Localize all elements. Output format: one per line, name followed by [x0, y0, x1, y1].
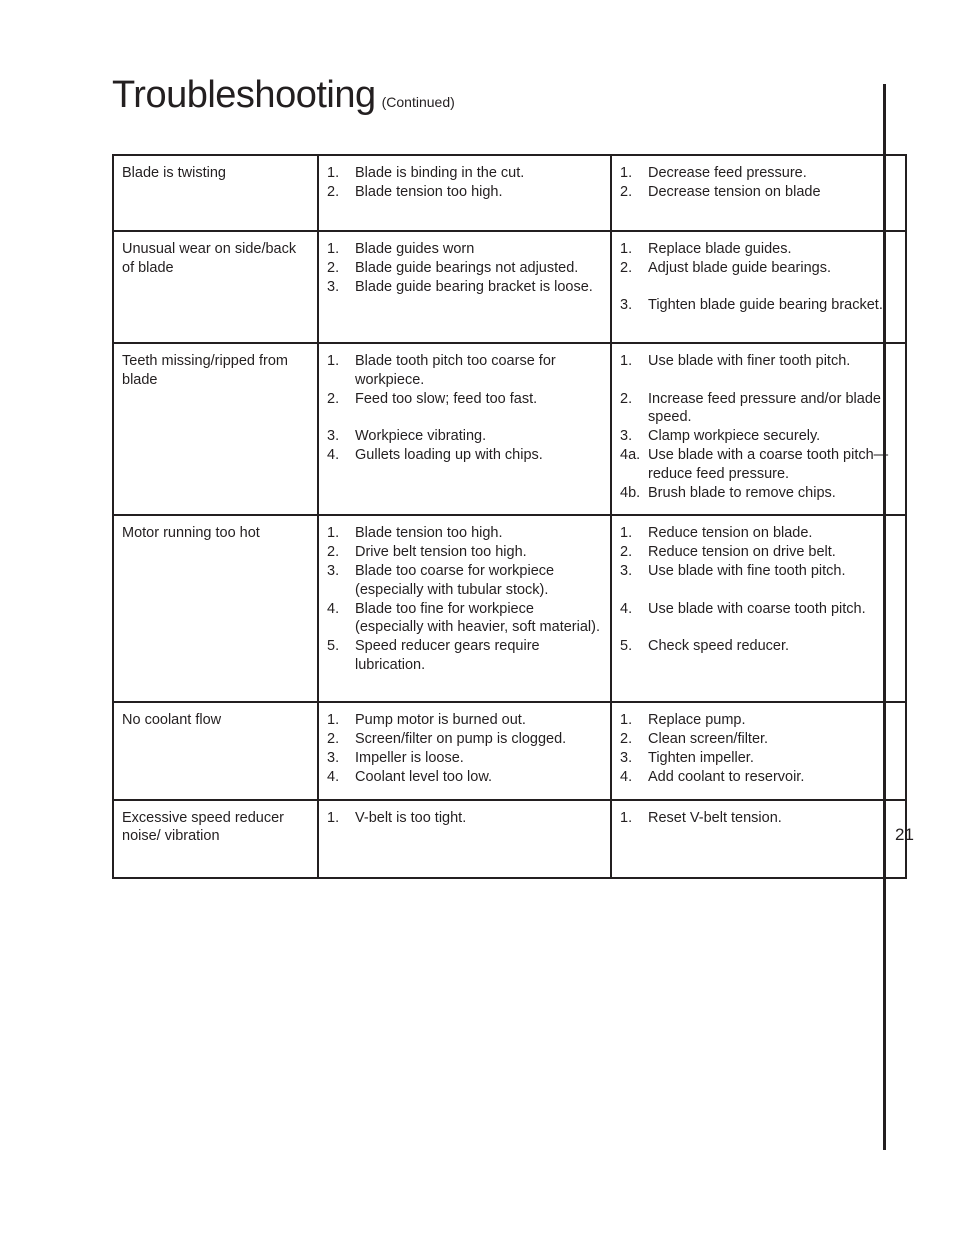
cause-cell	[318, 515, 611, 702]
item-number: 2.	[327, 259, 340, 276]
item-number: 4.	[620, 768, 633, 785]
cause-item	[327, 240, 602, 259]
cause-item	[327, 730, 602, 749]
item-text: Coolant level too low.	[355, 768, 493, 785]
troubleshooting-table	[112, 154, 907, 879]
remedy-item	[620, 600, 897, 619]
remedy-item	[620, 164, 897, 183]
page-number: 21	[895, 825, 914, 844]
remedy-item	[620, 484, 897, 503]
item-text: Reduce tension on blade.	[648, 525, 813, 542]
item-number: 2.	[620, 390, 633, 407]
item-text: Brush blade to remove chips.	[648, 484, 836, 501]
item-text: Clamp workpiece securely.	[648, 428, 821, 445]
item-text: Tighten blade guide bearing bracket.	[648, 297, 883, 314]
remedy-item	[620, 543, 897, 562]
cause-item	[327, 809, 602, 828]
item-text: Blade guides worn	[355, 241, 475, 257]
item-text: Blade too coarse for workpiece (especially with tubular stock).	[355, 562, 555, 598]
item-number: 4.	[327, 446, 340, 463]
problem-text: Unusual wear on side/back of blade	[122, 241, 297, 276]
cause-cell	[318, 702, 611, 799]
item-number: 1.	[620, 809, 633, 826]
cause-item	[327, 749, 602, 768]
item-number: 2.	[327, 390, 340, 407]
page-heading	[112, 74, 455, 117]
cause-item	[327, 524, 602, 543]
item-number: 5.	[620, 638, 633, 655]
problem-cell	[113, 515, 318, 702]
item-text: Blade is binding in the cut.	[355, 165, 525, 181]
remedy-item	[620, 637, 897, 656]
remedy-cell	[611, 800, 906, 878]
item-text: Blade guide bearing bracket is loose.	[355, 278, 593, 295]
item-text: Decrease tension on blade	[648, 183, 821, 200]
item-number: 1.	[327, 525, 340, 542]
item-text: Blade tension too high.	[355, 183, 503, 200]
cause-item	[327, 390, 602, 409]
remedy-cell	[611, 515, 906, 702]
problem-text: Teeth missing/ripped from blade	[122, 353, 289, 388]
item-number: 4b.	[620, 484, 641, 501]
item-text: Increase feed pressure and/or blade speed.	[648, 390, 881, 426]
cause-item	[327, 637, 602, 675]
item-number: 1.	[620, 241, 633, 257]
remedy-item	[620, 240, 897, 259]
remedy-cell	[611, 231, 906, 343]
cause-item	[327, 446, 602, 465]
item-number: 1.	[620, 353, 633, 369]
item-number: 1.	[620, 165, 633, 181]
item-number: 3.	[327, 749, 340, 766]
remedy-item	[620, 730, 897, 749]
remedy-item	[620, 711, 897, 730]
item-text: Decrease feed pressure.	[648, 165, 807, 181]
problem-text: Blade is twisting	[122, 165, 226, 181]
item-text: Use blade with coarse tooth pitch.	[648, 600, 866, 617]
item-number: 2.	[327, 731, 340, 748]
remedy-item	[620, 809, 897, 828]
remedy-item	[620, 296, 897, 315]
cause-item	[327, 543, 602, 562]
problem-cell	[113, 231, 318, 343]
remedy-item	[620, 446, 897, 484]
problem-cell	[113, 702, 318, 799]
table-row	[113, 702, 906, 799]
item-text: Gullets loading up with chips.	[355, 446, 543, 463]
table-row	[113, 343, 906, 515]
item-number: 4.	[620, 600, 633, 617]
item-number: 3.	[620, 749, 633, 766]
table-row	[113, 800, 906, 878]
remedy-item	[620, 749, 897, 768]
item-text: Replace pump.	[648, 712, 746, 729]
problem-text: No coolant flow	[122, 712, 222, 729]
item-text: Adjust blade guide bearings.	[648, 259, 831, 276]
problem-cell	[113, 800, 318, 878]
item-number: 2.	[327, 544, 340, 561]
item-text: Replace blade guides.	[648, 241, 792, 257]
item-text: Add coolant to reservoir.	[648, 768, 805, 785]
cause-item	[327, 164, 602, 183]
cause-item	[327, 562, 602, 600]
item-number: 2.	[620, 183, 633, 200]
page-title: Troubleshooting	[112, 74, 376, 116]
item-text: Use blade with fine tooth pitch.	[648, 562, 846, 579]
cause-cell	[318, 343, 611, 515]
item-text: Speed reducer gears require lubrication.	[355, 638, 540, 673]
item-number: 3.	[327, 428, 340, 445]
item-number: 5.	[327, 638, 340, 655]
remedy-cell	[611, 155, 906, 231]
page-subtitle: (Continued)	[381, 94, 455, 110]
item-text: Reset V-belt tension.	[648, 809, 782, 826]
table-row	[113, 155, 906, 231]
item-text: Use blade with finer tooth pitch.	[648, 353, 851, 369]
item-number: 1.	[620, 525, 633, 542]
item-number: 1.	[327, 712, 340, 729]
remedy-cell	[611, 702, 906, 799]
item-number: 3.	[620, 297, 633, 314]
cause-cell	[318, 231, 611, 343]
remedy-item	[620, 259, 897, 278]
item-text: Drive belt tension too high.	[355, 544, 527, 561]
item-number: 1.	[327, 165, 340, 181]
cause-item	[327, 183, 602, 202]
problem-cell	[113, 343, 318, 515]
problem-text: Excessive speed reducer noise/ vibration	[122, 809, 284, 845]
item-text: V-belt is too tight.	[355, 809, 467, 826]
item-text: Pump motor is burned out.	[355, 712, 526, 729]
item-number: 1.	[620, 712, 633, 729]
cause-item	[327, 278, 602, 297]
remedy-item	[620, 768, 897, 787]
cause-cell	[318, 155, 611, 231]
item-number: 1.	[327, 809, 340, 826]
item-number: 1.	[327, 241, 340, 257]
table-row	[113, 515, 906, 702]
problem-cell	[113, 155, 318, 231]
remedy-item	[620, 183, 897, 202]
cause-item	[327, 600, 602, 638]
cause-item	[327, 427, 602, 446]
item-number: 3.	[327, 562, 340, 579]
cause-item	[327, 259, 602, 278]
item-text: Blade tooth pitch too coarse for workpiece.	[355, 353, 556, 388]
item-text: Screen/filter on pump is clogged.	[355, 731, 567, 748]
item-text: Blade tension too high.	[355, 525, 503, 542]
cause-cell	[318, 800, 611, 878]
item-text: Blade guide bearings not adjusted.	[355, 259, 579, 276]
remedy-item	[620, 352, 897, 371]
item-number: 3.	[327, 278, 340, 295]
remedy-item	[620, 390, 897, 428]
remedy-item	[620, 427, 897, 446]
item-text: Clean screen/filter.	[648, 731, 769, 748]
item-text: Use blade with a coarse tooth pitch—reduce feed pressure.	[648, 446, 889, 482]
remedy-item	[620, 562, 897, 581]
item-number: 4.	[327, 768, 340, 785]
remedy-cell	[611, 343, 906, 515]
item-number: 2.	[327, 183, 340, 200]
item-text: Blade too fine for workpiece (especially with heavier, soft material).	[355, 600, 600, 636]
item-text: Impeller is loose.	[355, 749, 464, 766]
item-number: 3.	[620, 428, 633, 445]
item-number: 4.	[327, 600, 340, 617]
item-number: 2.	[620, 731, 633, 748]
item-text: Reduce tension on drive belt.	[648, 544, 836, 561]
item-number: 3.	[620, 562, 633, 579]
cause-item	[327, 352, 602, 390]
remedy-item	[620, 524, 897, 543]
item-number: 2.	[620, 259, 633, 276]
cause-item	[327, 711, 602, 730]
item-number: 1.	[327, 353, 340, 369]
item-number: 2.	[620, 544, 633, 561]
item-text: Tighten impeller.	[648, 749, 754, 766]
item-text: Workpiece vibrating.	[355, 428, 487, 445]
item-text: Check speed reducer.	[648, 638, 790, 655]
item-number: 4a.	[620, 446, 641, 463]
item-text: Feed too slow; feed too fast.	[355, 390, 538, 407]
problem-text: Motor running too hot	[122, 525, 260, 542]
cause-item	[327, 768, 602, 787]
table-row	[113, 231, 906, 343]
